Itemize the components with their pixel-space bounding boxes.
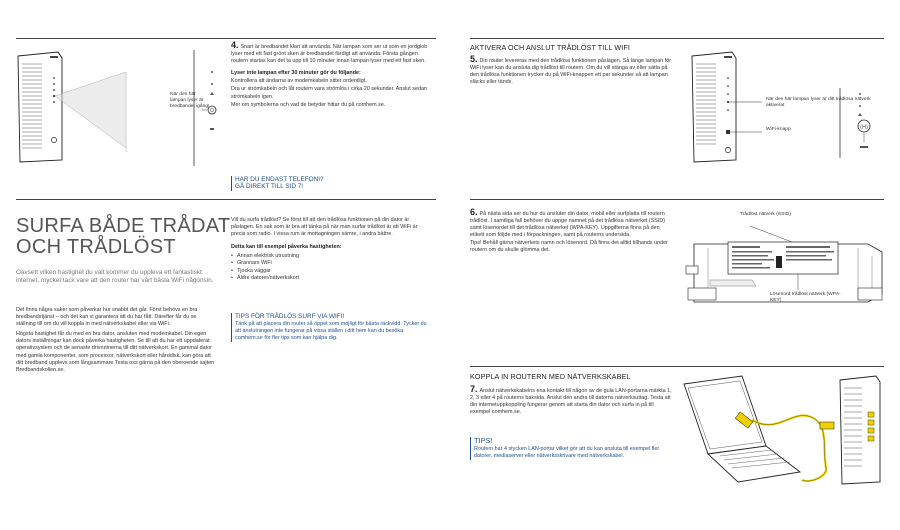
- zoom-cone: [55, 72, 126, 148]
- phone-notice-line: GÅ DIREKT TILL SID 7!: [235, 183, 304, 191]
- list-item: • Annan elektrisk utrustning: [231, 253, 431, 260]
- step-4-line: Kontrollera att ändarna av modemkabeln sitter ordentligt.: [231, 78, 367, 85]
- wifi-button-label: WiFi-knapp: [766, 127, 791, 132]
- page-title: [16, 216, 231, 258]
- cable-tips-text: Routern har 4 stycken LAN-portar vilket gör att du kan ansluta till exempel fler datorer, mediaserver eller nätverksskrivare med nätverkskabel.: [474, 445, 660, 459]
- step-5-text: Din router levereras med den trådlösa funktionen påslagen. Så länge lampan för WiFi lyser kan du ansluta dig trådlöst till routern. Om du vill stänga av eller sätta på den trådlösa funktionen trycker du på WiFi-knappen ett par sekunder så att lampan släcks eller tänds.: [470, 58, 671, 86]
- wifi-tips-text: Tänk på att placera din router så öppet som möjligt för bästa räckvidd. Tycker du att anslutningen inte fungerar på vissa ställen i ditt hem kan du besöka comhem.se för fler tips som kan hjälpa dig.: [235, 320, 427, 341]
- router-lamp-label: När den här lampan lyser är bredbandet igång!: [170, 92, 210, 109]
- wifi-button: [726, 130, 730, 134]
- phone-notice-line: HAR DU ENDAST TELEFONI?: [235, 176, 324, 183]
- step-4-block: [231, 42, 429, 109]
- left-column-body: [16, 307, 216, 374]
- phone-notice: [231, 176, 401, 191]
- step-7-text: Anslut nätverkskabelns ena kontakt till någon av de gula LAN-portarna märkta 1, 2, 3 eller 4 på routerns baksida. Anslut den andra till datorns nätverksuttag. Testa att din internetuppkoppling fungerar genom att starta din dator och surfa in på till exempel comhem.se.: [470, 388, 672, 416]
- wifi-tips-title: TIPS FÖR TRÅDLÖS SURF VIA WIFI!: [235, 313, 345, 320]
- cable-tips-box: [470, 437, 670, 460]
- step-4-subheading: Lyser inte lampan efter 30 minuter gör du följande:: [231, 70, 361, 77]
- wireless-paragraph: Vill du surfa trådlöst? Se först till att den trådlösa funktionen på din dator är påslagen. En sak som är bra att tänka på när man surfar trådlöst är att WiFi är precis som radio. I vissa rum är mottagningen sämre, i andra bättre.: [231, 217, 418, 238]
- zoom-indicator-icons: [210, 71, 214, 130]
- cable-tips-title: TIPS!: [474, 436, 493, 445]
- page-title-line: OCH TRÅDLÖST: [16, 236, 176, 258]
- top-rule-left: [16, 38, 436, 39]
- wifi-section-title: AKTIVERA OCH ANSLUT TRÅDLÖST TILL WIFI: [470, 43, 630, 52]
- step-5-block: [470, 56, 675, 86]
- step-4-line: Dra ur strömkabeln och låt routern vara strömlös i cirka 20 sekunder. Anslut sedan strömkabeln igen.: [231, 86, 427, 100]
- step-6-text: På nästa sida ser du hur du ansluter din dator, mobil eller surfplatta till routern trådlöst. I samtliga fall behöver du uppge namnet på det trådlösa nätverket (SSID) samt lösenordet till det trådlösa nätverket (WPA-KEY). Uppgifterna finns på den etikett som följde med i förpackningen, samt på routerns undersida.: [470, 211, 666, 239]
- factors-heading: Detta kan till exempel påverka hastigheten:: [231, 244, 342, 251]
- step-6-number: 6.: [470, 207, 478, 217]
- step-6-tip: Tips! Behåll gärna nätverkets namn och lösenord. Då finns det alltid tillhands under routern om du skulle glömma det.: [470, 240, 668, 254]
- list-item: • Grannars WiFi: [231, 260, 431, 267]
- mid-rule-right: [470, 199, 884, 200]
- list-item: • Äldre datorer/nätverkskort: [231, 275, 431, 282]
- step-6-block: [470, 209, 675, 255]
- router-body: [18, 52, 62, 162]
- wifi-tips-box: [231, 313, 431, 342]
- cable-section-title: KOPPLA IN ROUTERN MED NÄTVERKSKABEL: [470, 372, 631, 381]
- body-paragraph: Högsta hastighet får du med en bra dator, ansluten med modemkabel. Din egen dators inställningar kan dock påverka hastigheten. Se till att du har ett uppdaterat operativsystem och de senaste drivrutinerna till ditt nätverkskort. En gammal dator med gamla komponenter, som processor, nätverkskort eller hårddisk, kan göra att ditt bredband upplevs som långsammare.Testa oss gärna på den oberoende sajten Bredbandskollen.se.: [16, 331, 215, 373]
- factors-list: [231, 253, 431, 281]
- router-body: [692, 52, 736, 162]
- cable-connection-illustration: [680, 372, 890, 492]
- list-item: • Tjocka väggar: [231, 268, 431, 275]
- page-title-line: SURFA BÅDE TRÅDAT: [16, 215, 231, 237]
- wpa-label: Lösenord trådlöst nätverk (WPA-KEY): [770, 292, 841, 303]
- wifi-lamp-label: När den här lampan lyser är ditt trådlösa nätverk aktiverat: [766, 97, 871, 108]
- ssid-label: Trådlöst nätverk (SSID): [740, 212, 791, 217]
- body-paragraph: Det finns några saker som påverkar hur snabbt det går. Först behövs en bra bredbandstjänst – och det kan vi garantera att du har fått. Därefter får du se ställning till om du vill koppla in med nätverkskabel eller via WiFi.: [16, 307, 198, 328]
- step-5-number: 5.: [470, 54, 478, 64]
- step-4-number: 4.: [231, 40, 239, 50]
- step-4-line: Mer om symbolerna och vad de betyder hittar du på comhem.se.: [231, 101, 386, 108]
- intro-text: Oavsett vilken hastighet du valt kommer du uppleva ett fantastiskt internet, mycket tack vare att den router har vårt bästa WiFi någonsin.: [16, 269, 214, 284]
- middle-column-body: [231, 217, 431, 282]
- bottom-rule-right: [470, 366, 884, 367]
- cable-connector: [820, 422, 834, 429]
- svg-text:((•)): ((•)): [860, 124, 868, 129]
- step-7-block: [470, 386, 675, 416]
- router-underside-illustration: [688, 212, 888, 322]
- mid-rule-left: [16, 199, 436, 200]
- step-7-number: 7.: [470, 384, 478, 394]
- step-4-text: Snart är bredbandet klart att använda. När lampan som ser ut som en jordglob lyser med ett fast grönt sken är bredbandet färdigt att använda. Första gången routern startas kan det ta upp till 10 minuter innan lampan lyser med ett fast sken.: [231, 44, 428, 65]
- laptop-screen: [684, 376, 766, 454]
- top-rule-right: [470, 38, 884, 39]
